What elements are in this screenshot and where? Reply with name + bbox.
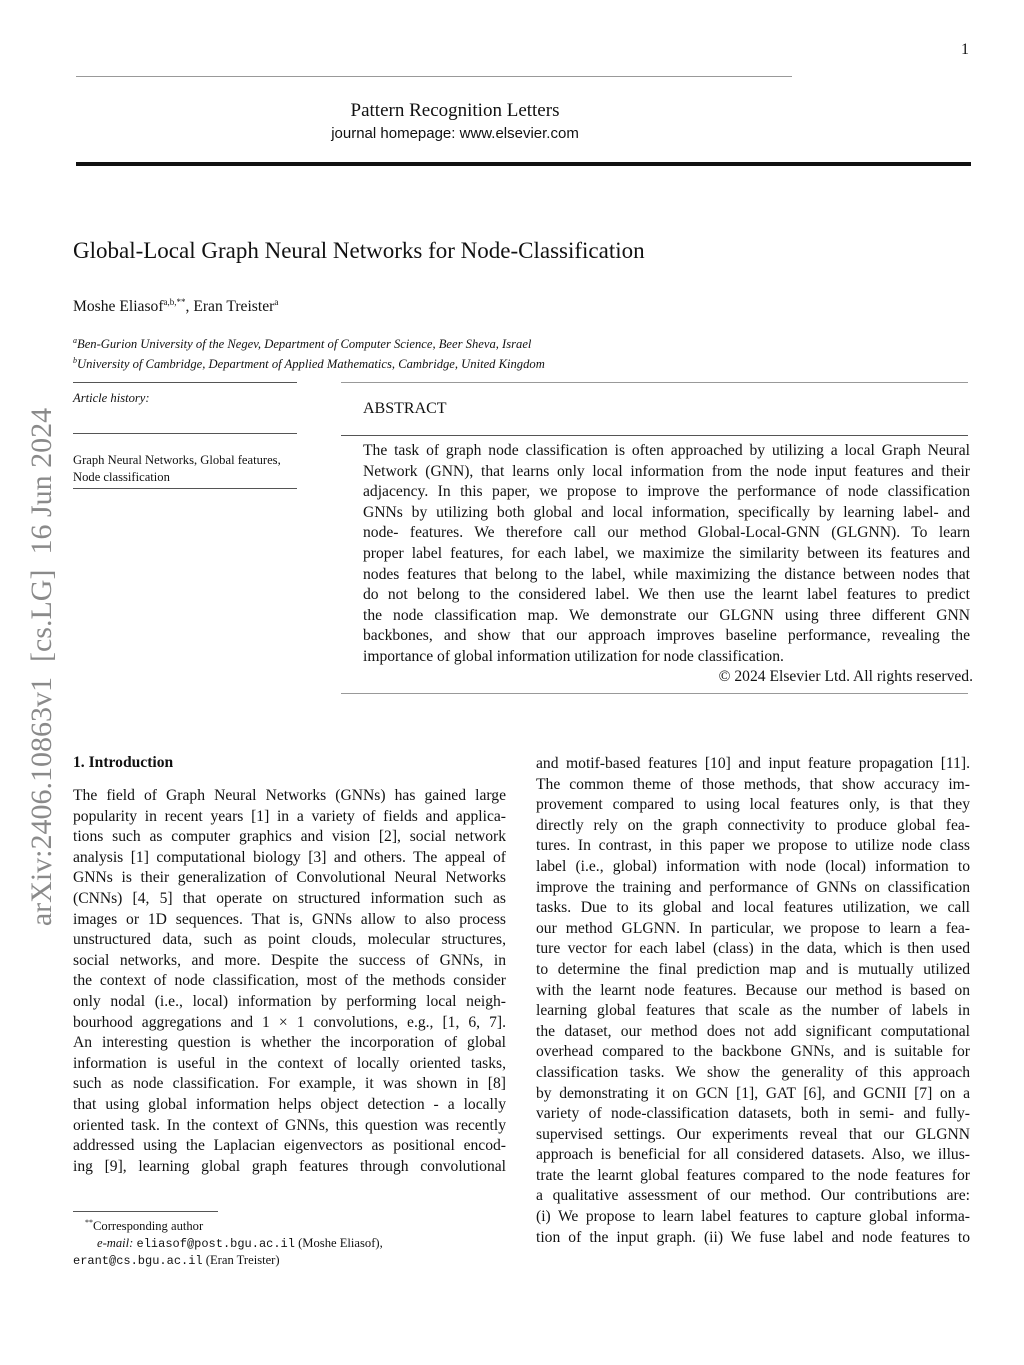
author-sep: , <box>185 298 194 316</box>
text-line: The task of graph node classification is often approached by utilizing a local Graph Neural <box>363 442 970 459</box>
rule <box>341 382 968 383</box>
text-line: to determine the final prediction map and is mutually utilized <box>536 960 970 978</box>
keyword-line: Node classification <box>73 470 170 484</box>
abstract-heading: ABSTRACT <box>363 400 447 417</box>
email-owner: (Eran Treister) <box>202 1253 280 1268</box>
text-line: tasks. Due to its global and local features utilization, we call <box>536 899 970 917</box>
text-line: approach is beneficial for all considered datasets. Also, we illus- <box>536 1146 970 1164</box>
footnote-mark: ** <box>85 1218 93 1227</box>
email-link[interactable]: eliasof@post.bgu.ac.il <box>136 1236 295 1251</box>
text-line: tion of the input graph. (ii) We fuse label and node features to <box>536 1228 970 1246</box>
affiliations <box>73 333 545 372</box>
author-name: Moshe Eliasof <box>73 298 164 316</box>
text-line: only nodal (i.e., local) information by performing local neigh- <box>73 992 506 1010</box>
text-line: improve the training and performance of GNNs on classification <box>536 878 970 896</box>
text-line: the dataset, our method does not add significant computational <box>536 1022 970 1040</box>
intro-left-column <box>73 786 506 1177</box>
section-heading: 1. Introduction <box>73 754 174 771</box>
affil-sup: b <box>73 355 77 365</box>
text-line: importance of global information utilization for node classification. <box>363 647 784 665</box>
text-line: the node classification map. We demonstrate our GLGNN using three different GNN <box>363 606 970 624</box>
text-line: a qualitative assessment of our method. Our contributions are: <box>536 1187 970 1205</box>
text-line: label (i.e., global) information with node (local) information to <box>536 857 970 875</box>
text-line: addressed using the Laplacian eigenvectors as positional encod- <box>73 1137 506 1155</box>
footnote <box>73 1215 493 1270</box>
text-line: The field of Graph Neural Networks (GNNs) has gained large <box>73 787 506 804</box>
rule <box>73 433 297 434</box>
text-line: do not belong to the considered label. We then use the learnt label features to predict <box>363 586 970 604</box>
text-line: supervised settings. Our experiments reveal that our GLGNN <box>536 1125 970 1143</box>
text-line: by demonstrating it on GCN [1], GAT [6], and GCNII [7] on a <box>536 1084 970 1102</box>
text-line: our method GLGNN. In particular, we propose to learn a fea- <box>536 919 970 937</box>
text-line: adjacency. In this paper, we propose to improve the performance of node classification <box>363 483 970 501</box>
text-line: such as node classification. For example, it was shown in [8] <box>73 1075 506 1093</box>
rule <box>341 435 968 436</box>
page-number: 1 <box>961 41 969 58</box>
text-line: oriented task. In the context of GNNs, this question was recently <box>73 1116 506 1134</box>
article-history: Article history: <box>73 391 150 405</box>
text-line: ing [9], learning global graph features through convolutional <box>73 1157 506 1175</box>
text-line: (i) We propose to learn label features to capture global informa- <box>536 1208 970 1226</box>
text-line: tures. In contrast, in this paper we propose to utilize node class <box>536 837 970 855</box>
arxiv-stamp: arXiv:2406.10863v1 [cs.LG] 16 Jun 2024 <box>25 407 58 927</box>
text-line: An interesting question is whether the incorporation of global <box>73 1034 506 1052</box>
author-sup: a,b,** <box>163 297 186 307</box>
text-line: classification tasks. We show the generality of this approach <box>536 1063 970 1081</box>
rule <box>73 382 297 383</box>
journal-name: Pattern Recognition Letters <box>350 100 560 121</box>
text-line: ture vector for each label (class) in the data, which is then used <box>536 940 970 958</box>
paper-title: Global-Local Graph Neural Networks for Node-Classification <box>73 238 645 263</box>
text-line: node- features. We therefore call our method Global-Local-GNN (GLGNN). To learn <box>363 524 970 542</box>
text-line: the context of node classification, most of the methods consider <box>73 972 506 990</box>
text-line: variety of node-classification datasets, both in semi- and fully- <box>536 1105 970 1123</box>
text-line: The common theme of those methods, that show accuracy im- <box>536 775 970 793</box>
header-rule <box>76 76 792 77</box>
affiliation <box>73 333 545 353</box>
email-label: e-mail: <box>97 1235 134 1250</box>
text-line: with the learnt node features. Because our method is based on <box>536 981 970 999</box>
text-line: tions such as computer graphics and vision [2], social network <box>73 828 506 846</box>
affiliation <box>73 353 545 373</box>
text-line: provement compared to using local features only, is that they <box>536 796 970 814</box>
copyright: © 2024 Elsevier Ltd. All rights reserved. <box>718 668 973 685</box>
header-thick-rule <box>76 162 971 166</box>
text-line: analysis [1] computational biology [3] and others. The appeal of <box>73 848 506 866</box>
abstract-text <box>363 441 970 668</box>
text-line: backbones, and show that our approach improves baseline performance, revealing the <box>363 627 970 645</box>
email-link[interactable]: erant@cs.bgu.ac.il <box>73 1254 203 1269</box>
text-line: GNNs is their generalization of Convolutional Neural Networks <box>73 869 506 887</box>
author-sup: a <box>274 297 279 307</box>
text-line: unstructured data, such as point clouds, molecular structures, <box>73 931 506 949</box>
footnote-text: Corresponding author <box>93 1219 204 1234</box>
intro-right-column <box>536 754 970 1248</box>
text-line: overhead compared to the backbone GNNs, and is suitable for <box>536 1043 970 1061</box>
journal-homepage: journal homepage: www.elsevier.com <box>331 125 579 142</box>
text-line: Network (GNN), that learns only local information from the node input features and their <box>363 462 970 480</box>
text-line: GNNs by utilizing both global and local information, specifically by learning label- and <box>363 503 970 521</box>
text-line: trate the learnt global features compared to the node features for <box>536 1166 970 1184</box>
text-line: bourhood aggregations and 1 × 1 convolutions, e.g., [1, 6, 7]. <box>73 1013 506 1031</box>
text-line: information is useful in the context of locally oriented tasks, <box>73 1054 506 1072</box>
text-line: directly rely on the graph connectivity to produce global fea- <box>536 816 970 834</box>
text-line: social networks, and more. Despite the success of GNNs, in <box>73 951 506 969</box>
email-owner: (Moshe Eliasof), <box>294 1235 383 1250</box>
keywords <box>73 452 281 486</box>
affil-text: Ben-Gurion University of the Negev, Department of Computer Science, Beer Sheva, Israel <box>77 337 532 352</box>
text-line: learning global features that scale as the number of labels in <box>536 1002 970 1020</box>
text-line: that using global information helps object detection - a locally <box>73 1095 506 1113</box>
affil-text: University of Cambridge, Department of Applied Mathematics, Cambridge, United Kingdom <box>77 356 545 371</box>
text-line: (CNNs) [4, 5] that operate on structured information such as <box>73 889 506 907</box>
text-line: proper label features, for each label, we maximize the similarity between its features and <box>363 544 970 562</box>
author-name: Eran Treister <box>193 298 275 316</box>
footnote-rule <box>73 1211 218 1212</box>
text-line: and motif-based features [10] and input feature propagation [11]. <box>536 755 970 772</box>
authors <box>73 297 278 316</box>
rule <box>341 693 968 694</box>
text-line: popularity in recent years [1] in a variety of fields and applica- <box>73 807 506 825</box>
rule <box>73 488 297 489</box>
text-line: nodes features that belong to the label, while maximizing the distance between nodes that <box>363 565 970 583</box>
keyword-line: Graph Neural Networks, Global features, <box>73 453 281 467</box>
affil-sup: a <box>73 336 77 345</box>
text-line: images or 1D sequences. That is, GNNs allow to also process <box>73 910 506 928</box>
